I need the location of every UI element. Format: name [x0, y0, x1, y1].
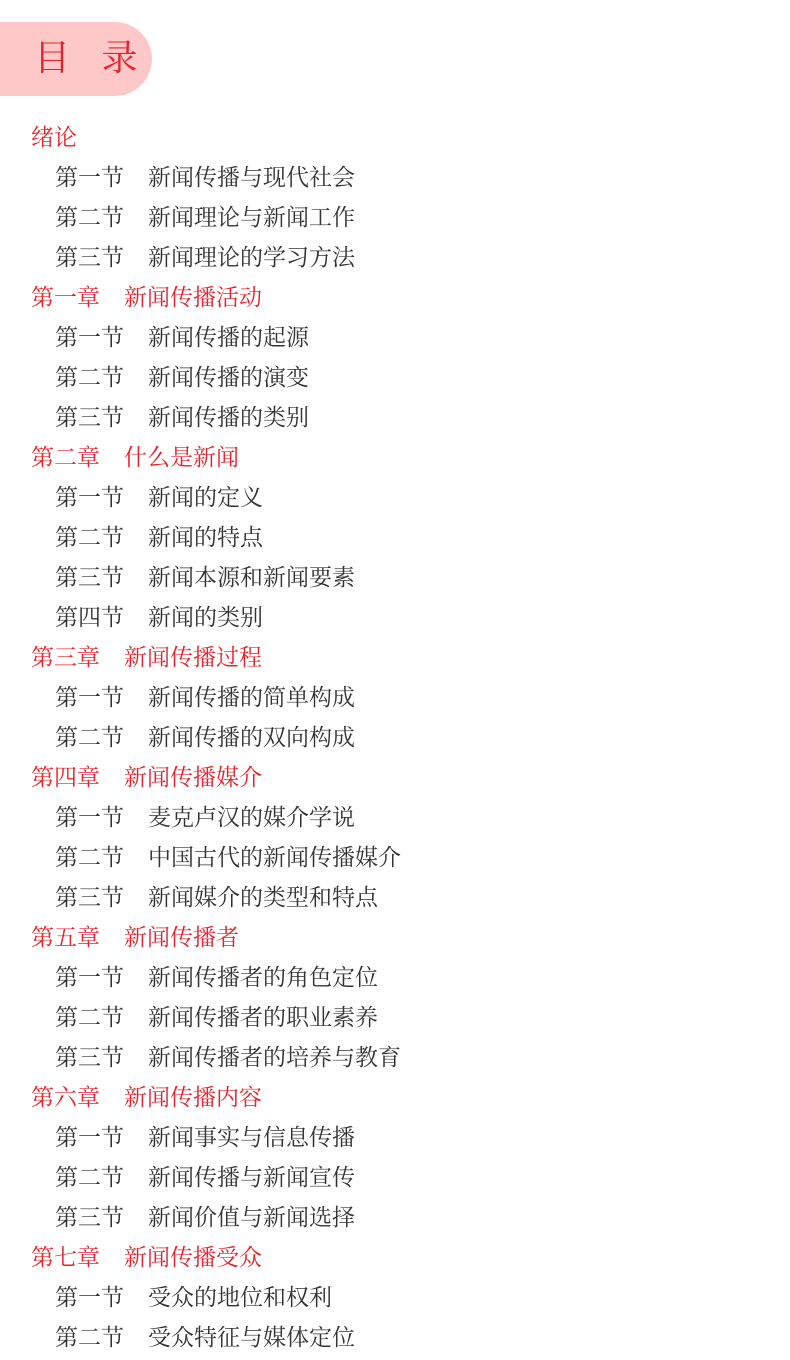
section-number: 第一节 [55, 165, 124, 191]
section-number: 第二节 [55, 365, 124, 391]
section-number: 第四节 [55, 605, 124, 631]
section-title: 新闻的定义 [148, 485, 263, 511]
toc-chapter [0, 638, 790, 678]
chapter-number: 第七章 [31, 1245, 100, 1271]
toc-section [0, 1158, 790, 1198]
toc-chapter [0, 118, 790, 158]
section-number: 第一节 [55, 685, 124, 711]
toc-section [0, 398, 790, 438]
section-title: 新闻的类别 [148, 605, 263, 631]
section-title: 新闻传播者的职业素养 [148, 1005, 378, 1031]
section-number: 第一节 [55, 1125, 124, 1151]
toc-section [0, 158, 790, 198]
section-title: 新闻传播的演变 [148, 365, 309, 391]
section-number: 第三节 [55, 405, 124, 431]
section-title: 麦克卢汉的媒介学说 [148, 805, 355, 831]
toc-chapter [0, 1238, 790, 1278]
toc-chapter [0, 438, 790, 478]
section-number: 第一节 [55, 805, 124, 831]
section-title: 新闻本源和新闻要素 [148, 565, 355, 591]
chapter-title: 新闻传播内容 [124, 1085, 262, 1111]
toc-section [0, 238, 790, 278]
chapter-title: 新闻传播受众 [124, 1245, 262, 1271]
section-number: 第三节 [55, 1045, 124, 1071]
chapter-title: 绪论 [31, 125, 77, 151]
chapter-title: 新闻传播活动 [124, 285, 262, 311]
chapter-title: 新闻传播过程 [124, 645, 262, 671]
chapter-title: 新闻传播媒介 [124, 765, 262, 791]
section-number: 第一节 [55, 965, 124, 991]
section-number: 第三节 [55, 245, 124, 271]
section-number: 第一节 [55, 325, 124, 351]
section-title: 新闻传播的双向构成 [148, 725, 355, 751]
section-number: 第三节 [55, 885, 124, 911]
section-title: 新闻理论与新闻工作 [148, 205, 355, 231]
chapter-title: 什么是新闻 [124, 445, 239, 471]
toc-section [0, 958, 790, 998]
section-title: 新闻传播者的角色定位 [148, 965, 378, 991]
toc-section [0, 1118, 790, 1158]
section-title: 新闻传播的类别 [148, 405, 309, 431]
chapter-number: 第五章 [31, 925, 100, 951]
chapter-number: 第三章 [31, 645, 100, 671]
section-title: 新闻的特点 [148, 525, 263, 551]
toc-section [0, 1038, 790, 1078]
section-title: 新闻价值与新闻选择 [148, 1205, 355, 1231]
chapter-number: 第六章 [31, 1085, 100, 1111]
section-title: 新闻事实与信息传播 [148, 1125, 355, 1151]
toc-section [0, 518, 790, 558]
section-title: 新闻传播者的培养与教育 [148, 1045, 401, 1071]
section-number: 第二节 [55, 525, 124, 551]
toc-list [0, 118, 790, 1358]
section-title: 新闻传播的简单构成 [148, 685, 355, 711]
toc-section [0, 598, 790, 638]
toc-section [0, 998, 790, 1038]
toc-section [0, 478, 790, 518]
chapter-number: 第一章 [31, 285, 100, 311]
section-number: 第三节 [55, 565, 124, 591]
section-number: 第二节 [55, 205, 124, 231]
section-number: 第二节 [55, 1005, 124, 1031]
toc-section [0, 678, 790, 718]
toc-section [0, 318, 790, 358]
toc-section [0, 1198, 790, 1238]
toc-header [0, 22, 152, 96]
section-number: 第二节 [55, 725, 124, 751]
section-number: 第二节 [55, 845, 124, 871]
section-number: 第二节 [55, 1325, 124, 1351]
section-number: 第二节 [55, 1165, 124, 1191]
section-title: 新闻理论的学习方法 [148, 245, 355, 271]
section-title: 受众特征与媒体定位 [148, 1325, 355, 1351]
section-number: 第一节 [55, 485, 124, 511]
chapter-number: 第四章 [31, 765, 100, 791]
toc-section [0, 838, 790, 878]
section-title: 新闻传播与现代社会 [148, 165, 355, 191]
toc-section [0, 1318, 790, 1358]
toc-chapter [0, 278, 790, 318]
toc-section [0, 1278, 790, 1318]
chapter-number: 第二章 [31, 445, 100, 471]
toc-section [0, 718, 790, 758]
chapter-title: 新闻传播者 [124, 925, 239, 951]
section-title: 中国古代的新闻传播媒介 [148, 845, 401, 871]
section-title: 新闻传播与新闻宣传 [148, 1165, 355, 1191]
toc-section [0, 358, 790, 398]
toc-section [0, 798, 790, 838]
section-number: 第一节 [55, 1285, 124, 1311]
toc-section [0, 198, 790, 238]
page-title: 目 录 [34, 38, 148, 79]
section-title: 受众的地位和权利 [148, 1285, 332, 1311]
section-title: 新闻媒介的类型和特点 [148, 885, 378, 911]
toc-chapter [0, 1078, 790, 1118]
section-title: 新闻传播的起源 [148, 325, 309, 351]
toc-section [0, 558, 790, 598]
toc-chapter [0, 918, 790, 958]
section-number: 第三节 [55, 1205, 124, 1231]
toc-section [0, 878, 790, 918]
toc-chapter [0, 758, 790, 798]
